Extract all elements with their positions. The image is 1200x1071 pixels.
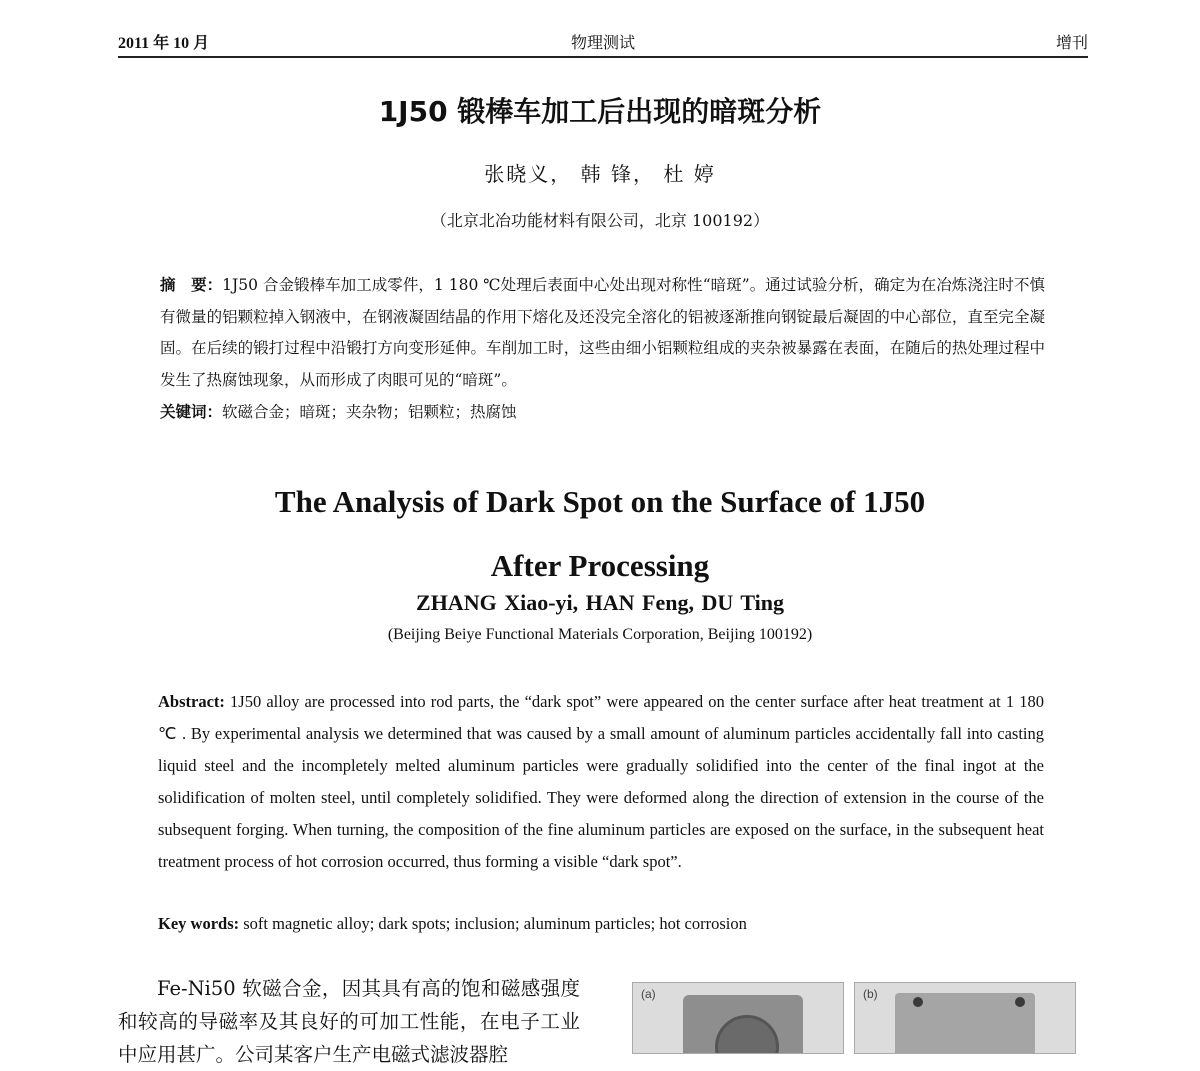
- english-abstract-label: Abstract:: [158, 692, 225, 711]
- header-date: 2011 年 10 月: [118, 35, 210, 52]
- header-issue: 增刊: [1055, 33, 1088, 52]
- english-abstract-text: 1J50 alloy are processed into rod parts, the “dark spot” were appeared on the center surface after heat treatment at 1 180 ℃ . By experimental analysis we determined that was caused by a small amount of aluminum particles accidentally fall into casting liquid steel and the incompletely melted aluminum particles were gradually solidified into the center of the final ingot at the solidification of molten steel, until completely solidified. They were deformed along the direction of extension in the course of the subsequent forging. When turning, the composition of the fine aluminum particles are exposed on the surface, in the subsequent heat treatment process of hot corrosion occurred, thus forming a visible “dark spot”.: [158, 692, 1044, 871]
- figure-panel-b-label: (b): [863, 987, 878, 1001]
- english-keywords-label: Key words:: [158, 914, 240, 933]
- english-authors: ZHANG Xiao-yi, HAN Feng, DU Ting: [416, 590, 784, 615]
- chinese-keywords-label: 关键词：: [160, 403, 223, 421]
- chinese-title: 1J50 锻棒车加工后出现的暗斑分析: [378, 95, 822, 128]
- english-title-line-2: After Processing: [490, 548, 710, 583]
- english-title-line-1: The Analysis of Dark Spot on the Surface of 1J50: [274, 484, 926, 519]
- figure-panel-a: [632, 982, 844, 1054]
- header-journal: 物理测试: [570, 33, 635, 52]
- chinese-abstract-label: 摘 要：: [160, 276, 223, 294]
- english-affiliation: (Beijing Beiye Functional Materials Corporation, Beijing 100192): [387, 626, 813, 643]
- running-header: [118, 30, 1088, 58]
- chinese-abstract: [160, 270, 1045, 396]
- figure-panel-b: [854, 982, 1076, 1054]
- english-keywords-text: soft magnetic alloy; dark spots; inclusion; aluminum particles; hot corrosion: [239, 914, 747, 933]
- english-keywords: [158, 909, 1044, 939]
- chinese-affiliation: （北京北冶功能材料有限公司，北京 100192）: [430, 211, 770, 230]
- figure-panel-a-label: (a): [641, 987, 656, 1001]
- chinese-keywords-text: 软磁合金；暗斑；夹杂物；铝颗粒；热腐蚀: [222, 403, 517, 421]
- body-paragraph: Fe-Ni50 软磁合金，因其具有高的饱和磁感强度和较高的导磁率及其良好的可加工性能，在电子工业中应用甚广。公司某客户生产电磁式滤波器腔: [118, 977, 580, 1066]
- figure-photos: [632, 982, 1076, 1052]
- english-abstract: [158, 686, 1044, 878]
- chinese-keywords: [160, 397, 1045, 428]
- bolt-hole-left: [913, 997, 923, 1007]
- chinese-authors: 张晓义， 韩 锋， 杜 婷: [484, 162, 716, 186]
- chinese-abstract-text: 1J50 合金锻棒车加工成零件，1 180 ℃处理后表面中心处出现对称性“暗斑”。通过试验分析，确定为在冶炼浇注时不慎有微量的铝颗粒掉入钢液中，在钢液凝固结晶的作用下熔化及还没完全溶化的铝被逐渐推向钢锭最后凝固的中心部位，直至完全凝固。在后续的锻打过程中沿锻打方向变形延伸。车削加工时，这些由细小铝颗粒组成的夹杂被暴露在表面，在随后的热处理过程中发生了热腐蚀现象，从而形成了肉眼可见的“暗斑”。: [160, 276, 1045, 389]
- english-title: [0, 470, 1200, 598]
- bolt-hole-right: [1015, 997, 1025, 1007]
